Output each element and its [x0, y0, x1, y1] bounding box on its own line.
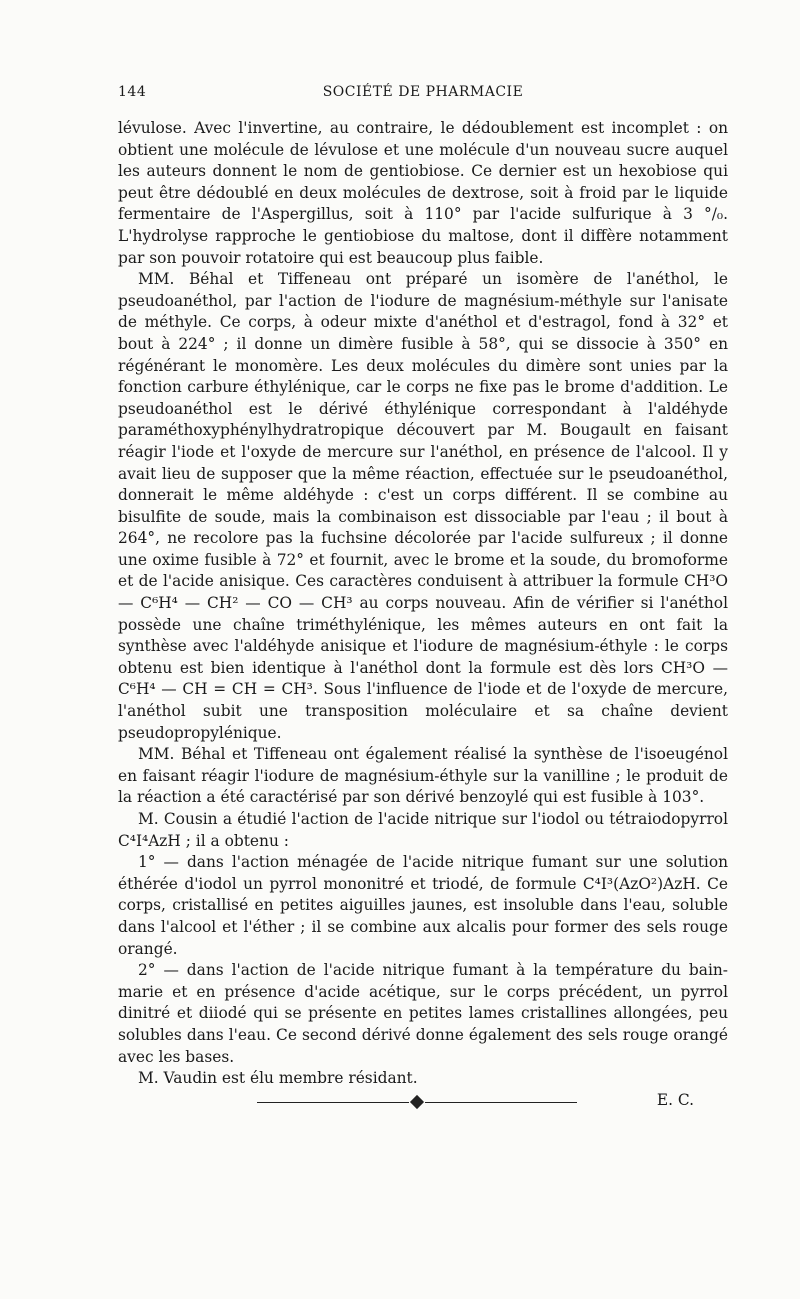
paragraph-pseudoanethol: MM. Béhal et Tiffeneau ont préparé un isomère de l'anéthol, le pseudoanéthol, par l'action de l'iodure de magnésium-méthyle sur l'anisate de méthyle. Ce corps, à odeur mixte d'anéthol et d'estragol, fond à 32° et bout à 224° ; il donne un dimère fusible à 58°, qui se dissocie à 350° en régénérant le monomère. Les deux molécules du dimère sont unies par la fonction carbure éthylénique, car le corps ne fixe pas le brome d'addition. Le pseudoanéthol est le dérivé éthylénique correspondant à l'aldéhyde paraméthoxyphénylhydratropique découvert par M. Bougault en faisant réagir l'iode et l'oxyde de mercure sur l'anéthol, en présence de l'alcool. Il y avait lieu de supposer que la même réaction, effectuée sur le pseudoanéthol, donnerait le même aldéhyde : c'est un corps différent. Il se combine au bisulfite de soude, mais la combinaison est dissociable par l'eau ; il bout à 264°, ne recolore pas la fuchsine décolorée par l'acide sulfureux ; il donne une oxime fusible à 72° et fournit, avec le brome et la soude, du bromoforme et de l'acide anisique. Ces caractères conduisent à attribuer la formule CH³O — C⁶H⁴ — CH² — CO — CH³ au corps nouveau. Afin de vérifier si l'anéthol possède une chaîne triméthylénique, les mêmes auteurs en ont fait la synthèse avec l'aldéhyde anisique et l'iodure de magnésium-éthyle : le corps obtenu est bien identique à l'anéthol dont la formule est dès lors CH³O — C⁶H⁴ — CH = CH = CH³. Sous l'influence de l'iode et de l'oxyde de mercure, l'anéthol subit une transposition moléculaire et sa chaîne devient pseudopropylénique. — [118, 270, 728, 742]
section-separator — [257, 1095, 577, 1109]
paragraph-vaudin: M. Vaudin est élu membre résidant. — [138, 1069, 418, 1088]
signature: E. C. — [656, 1090, 694, 1109]
page-number: 144 — [118, 84, 147, 100]
running-title: SOCIÉTÉ DE PHARMACIE — [322, 84, 524, 100]
paragraph-iodol: M. Cousin a étudié l'action de l'acide nitrique sur l'iodol ou tétraiodopyrrol C⁴I⁴AzH ; il a obtenu : — [118, 810, 728, 850]
diamond-ornament-icon — [410, 1095, 424, 1109]
separator-line-left — [257, 1102, 409, 1103]
page-header — [118, 84, 728, 104]
separator-line-right — [425, 1102, 577, 1103]
paragraph-isoeugenol: MM. Béhal et Tiffeneau ont également réalisé la synthèse de l'isoeugénol en faisant réagir l'iodure de magnésium-éthyle sur la vanilline ; le produit de la réaction a été caractérisé par son dérivé benzoylé qui est fusible à 103°. — [118, 745, 728, 807]
body-text — [118, 118, 728, 1111]
paragraph-gentiobiose: lévulose. Avec l'invertine, au contraire, le dédoublement est incomplet : on obtient une molécule de lévulose et une molécule d'un nouveau sucre auquel les auteurs donnent le nom de gentiobiose. Ce dernier est un hexobiose qui peut être dédoublé en deux molécules de dextrose, soit à froid par le liquide fermentaire de l'Aspergillus, soit à 110° par l'acide sulfurique à 3 °/₀. L'hydrolyse rapproche le gentiobiose du maltose, dont il diffère notamment par son pouvoir rotatoire qui est beaucoup plus faible. — [118, 119, 728, 267]
paragraph-item-1: 1° — dans l'action ménagée de l'acide nitrique fumant sur une solution éthérée d'iodol un pyrrol mononitré et triodé, de formule C⁴I³(AzO²)AzH. Ce corps, cristallisé en petites aiguilles jaunes, est insoluble dans l'eau, soluble dans l'alcool et l'éther ; il se combine aux alcalis pour former des sels rouge orangé. — [118, 853, 728, 958]
paragraph-item-2: 2° — dans l'action de l'acide nitrique fumant à la température du bain-marie et en présence d'acide acétique, sur le corps précédent, un pyrrol dinitré et diiodé qui se présente en petites lames cristallines allongées, peu solubles dans l'eau. Ce second dérivé donne également des sels rouge orangé avec les bases. — [118, 961, 728, 1066]
